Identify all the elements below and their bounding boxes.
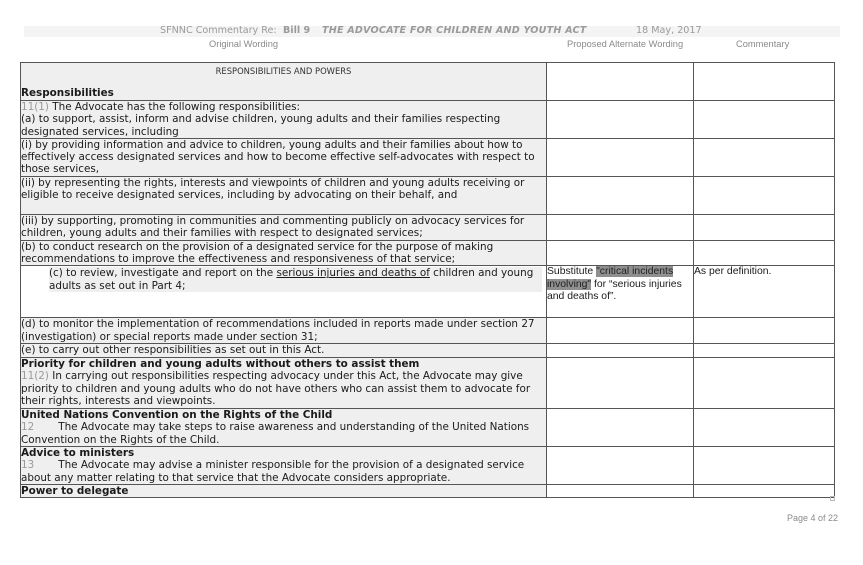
table-row <box>21 344 835 358</box>
table-row <box>21 318 835 344</box>
section-heading: Power to delegate <box>21 485 129 498</box>
commentary-cell[interactable] <box>694 344 835 358</box>
original-cell <box>21 176 547 214</box>
clause-text: (b) to conduct research on the provision of a designated service for the purpose of making recommendations to improve the effectiveness and responsiveness of that service; <box>21 240 494 266</box>
proposed-cell[interactable] <box>547 447 694 485</box>
proposed-cell[interactable] <box>547 344 694 358</box>
section-text: In carrying out responsibilities respecting advocacy under this Act, the Advocate may give priority to children and young adults who do not have others who can assist them to advocate for their rights, interests and viewpoints. <box>21 370 531 407</box>
proposed-cell[interactable] <box>547 214 694 240</box>
commentary-cell[interactable] <box>694 101 835 139</box>
original-cell <box>21 358 547 409</box>
commentary-cell[interactable] <box>694 266 835 318</box>
original-cell <box>21 138 547 176</box>
underlined-phrase: serious injuries and deaths of <box>276 267 430 280</box>
table-row <box>21 485 835 498</box>
section-number: 12 <box>21 421 35 434</box>
commentary-cell[interactable] <box>694 409 835 447</box>
commentary-cell[interactable] <box>694 485 835 498</box>
table-row <box>21 240 835 266</box>
column-header-original: Original Wording <box>209 39 279 49</box>
clause-text: (c) to review, investigate and report on the <box>49 267 277 280</box>
section-heading: Advice to ministers <box>21 447 135 460</box>
proposed-cell[interactable] <box>547 138 694 176</box>
table-row <box>21 409 835 447</box>
proposed-cell[interactable] <box>547 266 694 318</box>
column-header-proposed: Proposed Alternate Wording <box>567 39 684 49</box>
proposed-cell[interactable] <box>547 409 694 447</box>
original-cell <box>21 266 547 318</box>
commentary-cell[interactable] <box>694 318 835 344</box>
commentary-cell[interactable] <box>694 214 835 240</box>
proposed-cell[interactable] <box>547 63 694 101</box>
table-row <box>21 214 835 240</box>
commentary-cell[interactable] <box>694 240 835 266</box>
original-cell <box>21 63 547 101</box>
original-cell <box>21 344 547 358</box>
original-cell <box>21 214 547 240</box>
clause-text: (a) to support, assist, inform and advise children, young adults and their families respecting designated services, including <box>21 113 501 138</box>
section-heading: United Nations Convention on the Rights of the Child <box>21 409 333 422</box>
original-cell <box>21 409 547 447</box>
table-end-marker <box>830 496 835 501</box>
original-cell <box>21 447 547 485</box>
proposed-cell[interactable] <box>547 176 694 214</box>
commentary-cell[interactable] <box>694 358 835 409</box>
header-prefix: SFNNC Commentary Re: <box>160 25 277 36</box>
clause-text: (e) to carry out other responsibilities as set out in this Act. <box>21 344 325 357</box>
original-cell <box>21 485 547 498</box>
original-cell <box>21 240 547 266</box>
section-text: The Advocate has the following responsibilities: <box>48 101 301 113</box>
proposed-text: for “serious injuries and deaths of”. <box>547 278 682 303</box>
highlighted-phrase: "critical incidents involving" <box>547 266 674 290</box>
section-text: The Advocate may advise a minister responsible for the provision of a designated service about any matter relating to that service that the Advocate considers appropriate. <box>21 459 525 484</box>
proposed-text: Substitute <box>547 266 597 278</box>
clause-text: children and young adults as set out in Part 4; <box>49 267 534 292</box>
proposed-cell[interactable] <box>547 240 694 266</box>
commentary-cell[interactable] <box>694 447 835 485</box>
proposed-cell[interactable] <box>547 358 694 409</box>
commentary-cell[interactable] <box>694 138 835 176</box>
table-row <box>21 358 835 409</box>
proposed-cell[interactable] <box>547 101 694 139</box>
table-row <box>21 266 835 318</box>
proposed-cell[interactable] <box>547 318 694 344</box>
part-heading: RESPONSIBILITIES AND POWERS <box>215 66 352 76</box>
commentary-table <box>20 62 835 498</box>
commentary-text: As per definition. <box>694 266 772 278</box>
commentary-cell[interactable] <box>694 63 835 101</box>
column-header-commentary: Commentary <box>736 39 790 49</box>
original-cell <box>21 318 547 344</box>
page-number: Page 4 of 22 <box>787 513 839 523</box>
table-row <box>21 138 835 176</box>
section-heading: Priority for children and young adults without others to assist them <box>21 358 420 371</box>
header-act-title: THE ADVOCATE FOR CHILDREN AND YOUTH ACT <box>322 25 587 36</box>
header-date: 18 May, 2017 <box>636 25 702 36</box>
clause-text: (iii) by supporting, promoting in communities and commenting publicly on advocacy services for children, young adults and their families with respect to designated services; <box>21 214 525 240</box>
proposed-cell[interactable] <box>547 485 694 498</box>
clause-text: (d) to monitor the implementation of recommendations included in reports made under section 27 (investigation) or special reports made under section 31; <box>21 318 535 343</box>
clause-text: (i) by providing information and advice to children, young adults and their families about how to effectively access designated services and how to become effective self-advocates with respect to those services, <box>21 138 535 176</box>
table-row <box>21 447 835 485</box>
section-number: 13 <box>21 459 35 472</box>
table-row <box>21 101 835 139</box>
original-cell <box>21 101 547 139</box>
clause-text: (ii) by representing the rights, interests and viewpoints of children and young adults receiving or eligible to receive designated services, including by advocating on their behalf, and <box>21 176 525 202</box>
header-bill: Bill 9 <box>283 25 311 36</box>
table-row <box>21 176 835 214</box>
section-number: 11(1) <box>21 101 49 113</box>
commentary-cell[interactable] <box>694 176 835 214</box>
section-text: The Advocate may take steps to raise awareness and understanding of the United Nations Convention on the Rights of the Child. <box>21 421 530 446</box>
table-row <box>21 63 835 101</box>
section-number: 11(2) <box>21 370 49 383</box>
section-heading: Responsibilities <box>21 87 114 100</box>
